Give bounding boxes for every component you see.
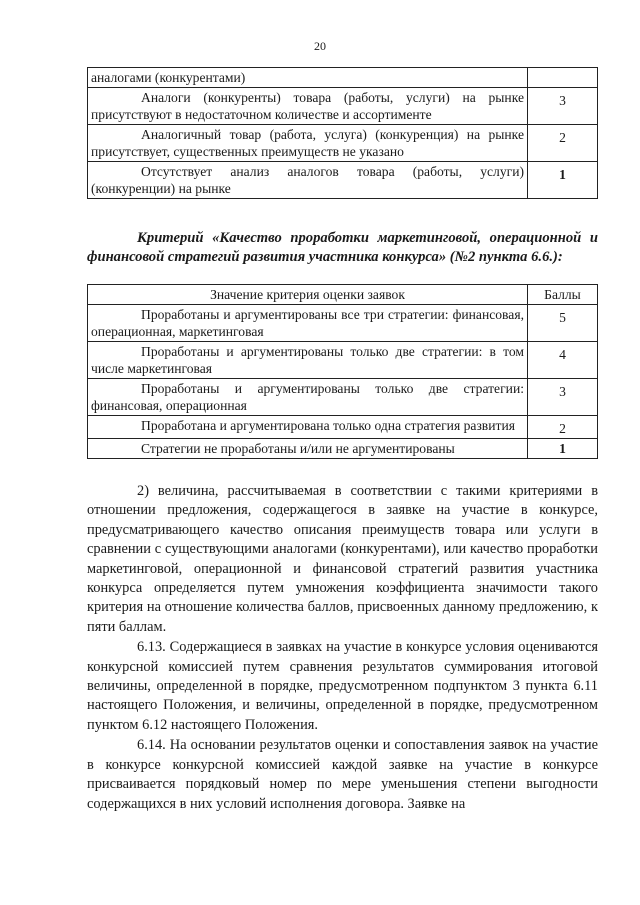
body-text (87, 482, 598, 814)
score-cell: 3 (528, 88, 598, 125)
score-cell: 1 (528, 439, 598, 459)
criterion-value-cell (88, 88, 528, 125)
score-cell (528, 68, 598, 88)
page-number: 20 (314, 39, 326, 53)
criterion-value-cell (88, 342, 528, 379)
criterion-value-cell: аналогами (конкурентами) (88, 68, 528, 88)
table-row (88, 342, 598, 379)
criterion-heading-text: Критерий «Качество проработки маркетинговой, операционной и финансовой стратегий развития участника конкурса» (№2 пункта 6.6.): (87, 230, 598, 265)
strategy-score-table (87, 284, 598, 459)
paragraph-value-calculation: 2) величина, рассчитываемая в соответствии с такими критериями в отношении предложения, содержащегося в заявке на участие в конкурсе, предусматривающего качество описания преимуществ товара или услуги в сравнении с существующими аналогами (конкурентами), или качество проработки маркетинговой, операционной и финансовой стратегий развития участника конкурса определяется путем умножения коэффициента значимости такого критерия на отношение количества баллов, присвоенных данному предложению, к пяти баллам. (87, 483, 598, 635)
table-row (88, 379, 598, 416)
criterion-value-cell (88, 439, 528, 459)
cell-text: Проработаны и аргументированы только две стратегии: в том числе маркетинговая (91, 344, 524, 376)
paragraph-6-13: 6.13. Содержащиеся в заявках на участие в конкурсе условия оцениваются конкурсной комиссией путем сравнения результатов суммирования итоговой величины, определенной в порядке, предусмотренном подпунктом 3 пункта 6.11 настоящего Положения, и величины, определенной в порядке, предусмотренном пунктом 6.12 настоящего Положения. (87, 639, 598, 733)
criterion-value-cell (88, 305, 528, 342)
column-header-value: Значение критерия оценки заявок (88, 285, 528, 305)
criterion-value-cell (88, 416, 528, 439)
table-row (88, 162, 598, 199)
score-cell: 4 (528, 342, 598, 379)
table-header-row (88, 285, 598, 305)
table-row (88, 416, 598, 439)
table-row (88, 68, 598, 88)
cell-text: Стратегии не проработаны и/или не аргументированы (141, 441, 455, 456)
column-header-score: Баллы (528, 285, 598, 305)
score-cell: 2 (528, 125, 598, 162)
cell-text: Проработаны и аргументированы все три стратегии: финансовая, операционная, маркетинговая (91, 307, 524, 339)
criterion-heading (87, 229, 598, 267)
score-cell: 1 (528, 162, 598, 199)
table-row (88, 88, 598, 125)
table-row (88, 305, 598, 342)
cell-text: Отсутствует анализ аналогов товара (работы, услуги) (конкуренции) на рынке (91, 164, 524, 196)
cell-text: Аналоги (конкуренты) товара (работы, услуги) на рынке присутствуют в недостаточном количестве и ассортименте (91, 90, 524, 122)
score-cell: 5 (528, 305, 598, 342)
criterion-value-cell (88, 162, 528, 199)
score-cell: 3 (528, 379, 598, 416)
cell-text: Аналогичный товар (работа, услуга) (конкуренция) на рынке присутствует, существенных преимуществ не указано (91, 127, 524, 159)
criterion-value-cell (88, 379, 528, 416)
criterion-value-cell (88, 125, 528, 162)
table-row (88, 125, 598, 162)
cell-text: Проработана и аргументирована только одна стратегия развития (141, 418, 515, 433)
cell-text: Проработаны и аргументированы только две стратегии: финансовая, операционная (91, 381, 524, 413)
score-cell: 2 (528, 416, 598, 439)
paragraph-6-14: 6.14. На основании результатов оценки и сопоставления заявок на участие в конкурсе конкурсной комиссией каждой заявке на участие в конкурсе присваивается порядковый номер по мере уменьшения степени выгодности содержащихся в них условий исполнения договора. Заявке на (87, 737, 598, 812)
advantages-score-table (87, 67, 598, 199)
table-row (88, 439, 598, 459)
